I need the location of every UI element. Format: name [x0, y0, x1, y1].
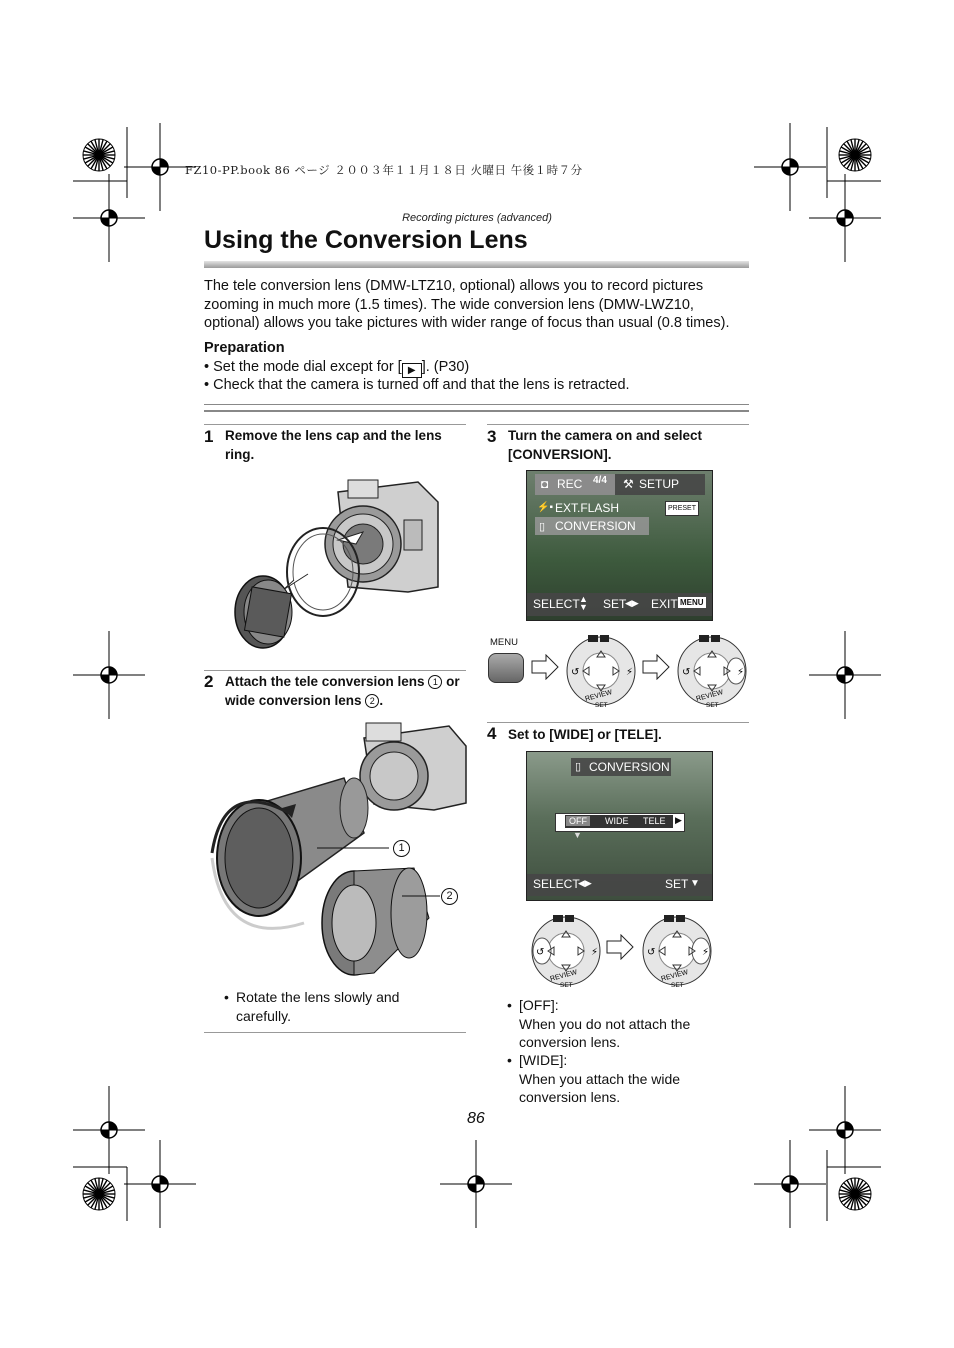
menu-button[interactable] — [488, 653, 524, 683]
down-icon: ▼ — [690, 878, 700, 889]
option-wide-desc: When you attach the wide conversion lens. — [519, 1070, 681, 1105]
menu-page: 4/4 — [593, 475, 607, 486]
arrow-icon — [530, 654, 560, 680]
review-label: REVIEW — [549, 969, 578, 983]
scroll-right-icon: ▶ — [675, 815, 682, 825]
conversion-title: CONVERSION — [589, 760, 670, 774]
step4-number: 4 — [487, 724, 497, 743]
step2-note: • Rotate the lens slowly and carefully. — [224, 988, 439, 1025]
svg-text:⚡: ⚡ — [626, 667, 634, 678]
menu-screen — [526, 470, 713, 621]
set-label: SET — [706, 702, 719, 707]
crosshair-mark — [440, 1140, 512, 1228]
column1-end-rule — [204, 1032, 466, 1033]
step3-rule — [487, 424, 749, 425]
svg-text:↺: ↺ — [647, 947, 656, 958]
review-label: REVIEW — [660, 969, 689, 983]
step2-text-mid: or wide conversion lens — [225, 674, 460, 708]
set-label: SET — [595, 702, 608, 707]
step4-text: Set to [WIDE] or [TELE]. — [508, 727, 662, 742]
option-wide[interactable]: WIDE — [605, 816, 629, 826]
lens-cap-removal-illustration — [228, 472, 443, 662]
step1-text: Remove the lens cap and the lens ring. — [225, 428, 442, 462]
marker-1: 1 — [428, 675, 442, 689]
dial-graphic — [528, 911, 604, 987]
crosshair-mark — [73, 631, 145, 719]
rec-tab-label: REC — [557, 477, 583, 491]
intro-paragraph: The tele conversion lens (DMW-LTZ10, optional) allows you to record pictures zooming in much more (1.5 times). The wide conversion lens (DMW-LWZ10, optional) allows you take pictures with wider range of focus than usual (0.8 times). — [204, 278, 730, 331]
step2-text-after: . — [379, 692, 384, 708]
step3-number: 3 — [487, 427, 497, 446]
crosshair-mark — [809, 1086, 881, 1174]
control-dial-2 — [674, 631, 750, 707]
dial-graphic — [563, 631, 639, 707]
select-label: SELECT — [533, 877, 580, 891]
step1-rule — [204, 424, 466, 425]
control-dial-4 — [639, 911, 715, 987]
dial-graphic — [639, 911, 715, 987]
page-number: 86 — [467, 1110, 485, 1127]
option-off-label: [OFF]: — [519, 997, 559, 1013]
preparation-item-1: • Set the mode dial except for [ ▶ ]. (P30) — [204, 359, 470, 376]
lens-callout-1: 1 — [393, 840, 410, 857]
exit-label: EXIT — [651, 597, 678, 611]
svg-text:⚡: ⚡ — [591, 947, 599, 958]
step3-text: Turn the camera on and select [CONVERSION]. — [508, 428, 703, 462]
svg-text:↺: ↺ — [682, 667, 691, 678]
leftright-icon: ◀▶ — [578, 878, 592, 888]
menu-button-caption: MENU — [490, 637, 518, 648]
prep-2-text: Check that the camera is turned off and that the lens is retracted. — [213, 377, 630, 393]
prep-1-after: ]. (P30) — [421, 359, 470, 375]
preset-value: PRESET — [665, 501, 699, 516]
conversion-icon: ▯ — [575, 761, 582, 773]
svg-text:⚡: ⚡ — [737, 667, 745, 678]
leftright-icon: ◀▶ — [625, 598, 639, 608]
svg-text:↺: ↺ — [571, 667, 580, 678]
option-off-desc: When you do not attach the conversion lens. — [519, 1015, 691, 1050]
arrow-icon — [605, 934, 635, 960]
set-label: SET — [603, 597, 627, 611]
step2-rule — [204, 670, 466, 671]
crosshair-mark — [809, 631, 881, 719]
conversion-screen — [526, 751, 713, 901]
control-dial-1 — [563, 631, 639, 707]
set-label: SET — [671, 982, 684, 987]
starburst-mark — [839, 139, 871, 171]
marker-2: 2 — [365, 694, 379, 708]
option-off[interactable]: OFF — [566, 816, 590, 826]
step2-note-text: Rotate the lens slowly and carefully. — [236, 989, 400, 1024]
svg-text:⚡: ⚡ — [702, 947, 710, 958]
step2-number: 2 — [204, 672, 214, 691]
dial-graphic — [674, 631, 750, 707]
svg-text:↺: ↺ — [536, 947, 545, 958]
select-label: SELECT — [533, 597, 580, 611]
option-off-note: • [OFF]: When you do not attach the conversion lens. — [507, 996, 732, 1052]
arrow-icon — [641, 654, 671, 680]
conversion-lens-attachment-illustration — [204, 718, 469, 988]
ext-flash-item: EXT.FLASH — [555, 501, 620, 515]
setup-tab-label: SETUP — [639, 477, 680, 491]
conversion-item: CONVERSION — [555, 519, 636, 533]
control-dial-3 — [528, 911, 604, 987]
option-tele[interactable]: TELE — [643, 816, 666, 826]
print-header: FZ10-PP.book 86 ページ ２００３年１１月１８日 火曜日 午後１時７分 — [185, 163, 583, 177]
step2-text-before: Attach the tele conversion lens — [225, 674, 425, 689]
page-title: Using the Conversion Lens — [204, 226, 528, 254]
menu-badge: MENU — [680, 598, 704, 607]
crosshair-mark — [754, 123, 826, 211]
preparation-heading: Preparation — [204, 340, 285, 356]
step4-rule — [487, 722, 749, 723]
playback-icon: ▶ — [402, 363, 422, 378]
section-divider — [204, 404, 749, 412]
review-label: REVIEW — [584, 689, 613, 703]
crosshair-mark — [124, 1140, 196, 1228]
title-underline — [204, 261, 749, 268]
review-label: REVIEW — [695, 689, 724, 703]
setup-icon: ⚒ — [623, 477, 634, 491]
set-label: SET — [560, 982, 573, 987]
selection-pointer-icon: ▼ — [573, 830, 582, 840]
option-wide-note: • [WIDE]: When you attach the wide conversion lens. — [507, 1051, 732, 1107]
set-label: SET — [665, 877, 689, 891]
option-wide-label: [WIDE]: — [519, 1052, 568, 1068]
lens-callout-2: 2 — [441, 888, 458, 905]
conversion-icon: ▯ — [539, 521, 546, 533]
preparation-item-2: • Check that the camera is turned off and that the lens is retracted. — [204, 377, 630, 393]
starburst-mark — [839, 1178, 871, 1210]
crosshair-mark — [73, 1086, 145, 1174]
step2-text — [225, 673, 470, 710]
step1-number: 1 — [204, 427, 214, 446]
section-header: Recording pictures (advanced) — [402, 212, 552, 224]
crosshair-mark — [754, 1140, 826, 1228]
flash-icon: ⚡▪ — [537, 502, 553, 513]
camera-icon: ◘ — [541, 477, 549, 491]
updown-icon: ▲ ▼ — [579, 594, 588, 612]
starburst-mark — [83, 139, 115, 171]
prep-1-before: Set the mode dial except for [ — [213, 359, 402, 375]
starburst-mark — [83, 1178, 115, 1210]
